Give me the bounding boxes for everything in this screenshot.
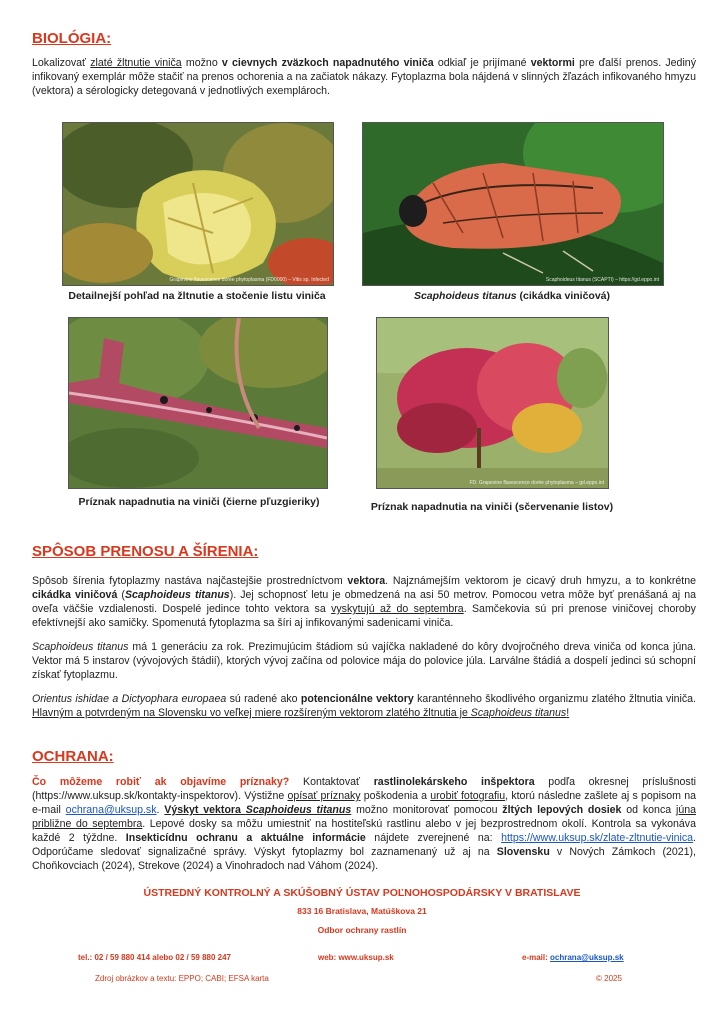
footer-web: web: www.uksup.sk bbox=[318, 953, 394, 962]
email-link[interactable]: ochrana@uksup.sk bbox=[65, 804, 157, 816]
info-url-link[interactable]: https://www.uksup.sk/zlate-zltnutie-vinica bbox=[501, 832, 694, 844]
link-golden-yellowing: zlaté žltnutie viniča bbox=[90, 57, 182, 69]
photo-credit: Grapevine flavescence dorée phytoplasma (FD0000) – Vitis sp. Infected bbox=[169, 277, 329, 283]
footer-org-name: ÚSTREDNÝ KONTROLNÝ A SKÚŠOBNÝ ÚSTAV POĽNOHOSPODÁRSKY V BRATISLAVE bbox=[143, 887, 581, 899]
photo-red-leaves bbox=[376, 317, 609, 489]
photo-caption-4: Príznak napadnutia na viniči (sčervenanie listov) bbox=[370, 501, 614, 513]
footer-email: e-mail: ochrana@uksup.sk bbox=[522, 953, 624, 962]
photo-credit: Scaphoideus titanus (SCAPTI) – https://gd.eppo.int bbox=[545, 277, 659, 283]
footer-email-link[interactable]: ochrana@uksup.sk bbox=[550, 953, 624, 962]
photo-stem bbox=[68, 317, 328, 489]
section-title-protection: OCHRANA: bbox=[32, 748, 114, 765]
spread-paragraph-1: Spôsob šírenia fytoplazmy nastáva najčastejšie prostredníctvom vektora. Najznámejším vektorom je cicavý druh hmyzu, a to konkrétne cikádka viničová (Scaphoideus titanus). Jej schopnosť letu je obmedzená na asi 50 metrov. Pomocou vetra môže byť prenášaná aj na oveľa väčšie vzdialenosti. Dospelé jedince tohto vektora sa vyskytujú až do septembra. Samčekovia sú pri prenose viničovej choroby efektívnejší ako samičky. Spomenutá fytoplazma sa šíri aj infikovanými sadenicami viniča. bbox=[32, 575, 696, 629]
footer-copyright: © 2025 bbox=[596, 974, 622, 983]
photo-credit: FD. Grapevine flavescence dorée phytoplasma – gd.eppo.int bbox=[469, 480, 604, 486]
spread-paragraph-3: Orientus ishidae a Dictyophara europaea sú radené ako potencionálne vektory karanténneho škodlivého organizmu zlatého žltnutia viniča. Hlavným a potvrdeným na Slovensku vo veľkej miere rozšíreným vektorom zlatého žltnutia je Scaphoideus titanus! bbox=[32, 693, 696, 719]
footer-dept: Odbor ochrany rastlín bbox=[317, 925, 407, 935]
footer-address: 833 16 Bratislava, Matúškova 21 bbox=[297, 906, 427, 916]
spread-paragraph-2: Scaphoideus titanus má 1 generáciu za rok. Prezimujúcim štádiom sú vajíčka nakladené do kôry dvojročného dreva viniča od konca júna. Vektor má 5 instarov (vývojových štádií), ktorých vývoj začína od polovice mája do polovice júla. Larválne štádiá a dospelí jedinci sú schopní získať fytoplazmu. bbox=[32, 641, 696, 681]
photo-caption-3: Príznak napadnutia na viniči (čierne pľuzgieriky) bbox=[78, 496, 320, 508]
section-title-spread: SPÔSOB PRENOSU A ŠÍRENIA: bbox=[32, 543, 259, 560]
photo-insect bbox=[362, 122, 664, 286]
photo-caption-2: Scaphoideus titanus (cikádka viničová) bbox=[413, 290, 611, 302]
stem-image bbox=[69, 318, 327, 488]
footer-phone: tel.: 02 / 59 880 414 alebo 02 / 59 880 247 bbox=[78, 953, 231, 962]
photo-caption-1: Detailnejší pohľad na žltnutie a stočenie listu viniča bbox=[68, 290, 326, 302]
biology-paragraph: Lokalizovať zlaté žltnutie viniča možno v cievnych zväzkoch napadnutého viniča odkiaľ je prijímané vektormi pre ďalší prenos. Jediný infikovaný exemplár môže stačiť na prenos ochorenia a na začiatok nákazy. Fytoplazma bola nájdená v slinných žľazách infikovaného hmyzu (vektora) a sérologicky detegovaná v jednotlivých exemplároch. bbox=[32, 57, 696, 97]
red-leaves-image bbox=[377, 318, 608, 488]
insect-image bbox=[363, 123, 663, 285]
photo-yellow-leaf bbox=[62, 122, 334, 286]
section-title-biology: BIOLÓGIA: bbox=[32, 30, 112, 47]
protection-paragraph: Čo môžeme robiť ak objavíme príznaky? Kontaktovať rastlinolekárskeho inšpektora podľa okresnej príslušnosti (https://www.uksup.sk/kontakty-inspektorov). Výstižne opísať príznaky poškodenia a urobiť fotografiu, ktorú následne zašlete aj s popisom na e-mail ochrana@uksup.sk. Výskyt vektora Scaphoideus titanus možno monitorovať pomocou žltých lepových dosiek od konca júna približne do septembra. Lepové dosky sa môžu umiestniť na hostiteľskú rastlinu alebo v jej bezprostrednom okolí. Kontrola sa vykonáva každé 2 týždne. Insekticídnu ochranu a aktuálne informácie nájdete zverejnené na: https://www.uksup.sk/zlate-zltnutie-vinica. Odporúčame sledovať signalizačné správy. Výskyt fytoplazmy bol zaznamenaný už aj na Slovensku v Nových Zámkoch (2021), Choňkovciach (2024), Strekove (2024) a Vinohradoch nad Váhom (2024). bbox=[32, 776, 697, 872]
yellow-leaf-image bbox=[63, 123, 333, 285]
footer-source: Zdroj obrázkov a textu: EPPO; CABI; EFSA karta bbox=[95, 974, 269, 983]
